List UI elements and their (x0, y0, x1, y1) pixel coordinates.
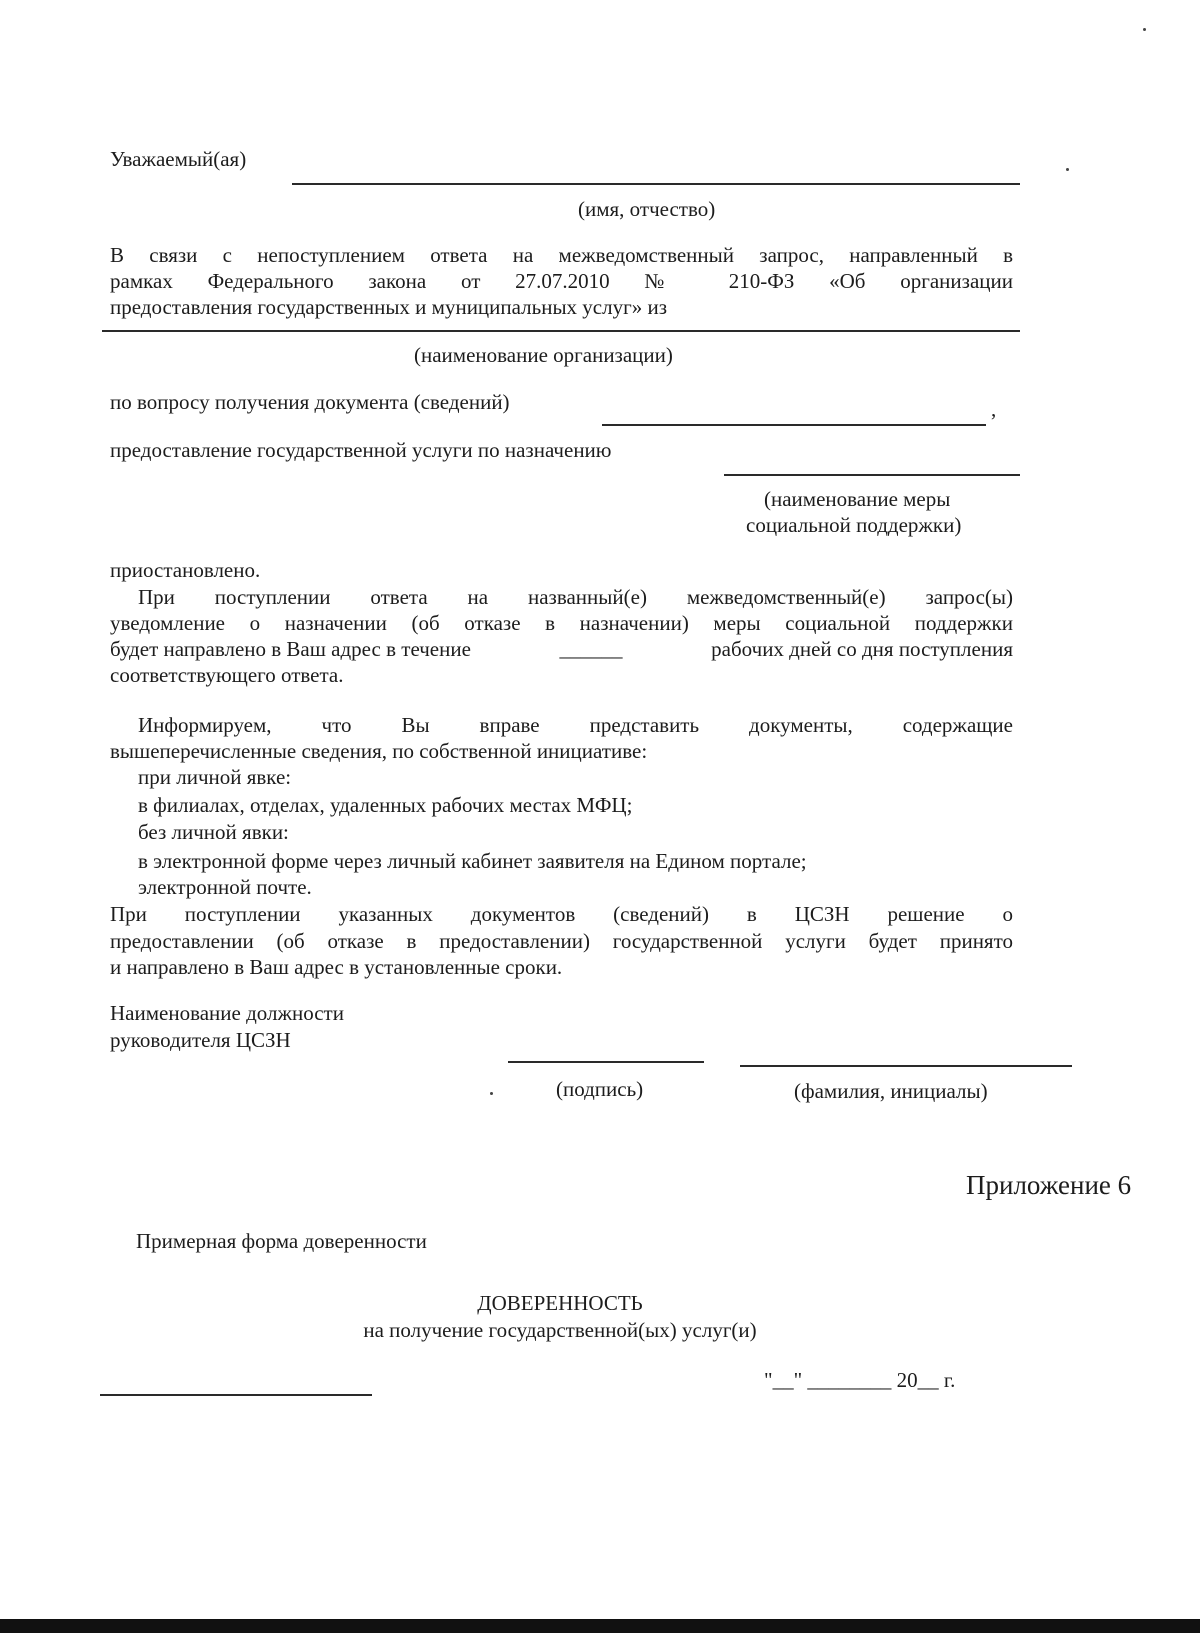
paragraph-1-line-3: предоставления государственных и муниципальных услуг» из (110, 295, 668, 319)
measure-field-line[interactable] (724, 474, 1020, 476)
paragraph-2-line-3-start: будет направлено в Ваш адрес в течение (110, 637, 471, 661)
surname-field-line[interactable] (740, 1065, 1072, 1067)
paragraph-2-line-2: уведомление о назначении (об отказе в назначении) меры социальной поддержки (110, 611, 1013, 635)
signature-field-line[interactable] (508, 1061, 704, 1063)
document-title: ДОВЕРЕННОСТЬ (477, 1291, 643, 1315)
list-item-remote: без личной явки: (138, 820, 289, 844)
list-item-email: электронной почте. (138, 875, 312, 899)
list-item-in-person: при личной явке: (138, 765, 292, 789)
measure-caption-line-1: (наименование меры (764, 487, 951, 511)
scan-bottom-edge (0, 1619, 1200, 1633)
organization-field-line[interactable] (102, 330, 1020, 332)
date-field[interactable]: "__" ________ 20__ г. (764, 1368, 956, 1392)
document-field-line[interactable] (602, 424, 986, 426)
scan-speck (1066, 168, 1069, 171)
salutation: Уважаемый(ая) (110, 147, 247, 171)
form-title: Примерная форма доверенности (136, 1229, 427, 1253)
position-title-line-2: руководителя ЦСЗН (110, 1028, 291, 1052)
signature-caption: (подпись) (556, 1077, 644, 1101)
paragraph-1-line-1: В связи с непоступлением ответа на межведомственный запрос, направленный в (110, 243, 1013, 267)
working-days-blank[interactable]: ______ (559, 637, 623, 661)
paragraph-4-line-3: и направлено в Ваш адрес в установленные сроки. (110, 955, 563, 979)
organization-caption: (наименование организации) (414, 343, 673, 367)
service-text: предоставление государственной услуги по назначению (110, 438, 612, 462)
paragraph-4-line-1: При поступлении указанных документов (сведений) в ЦСЗН решение о (110, 902, 1013, 926)
suspended-text: приостановлено. (110, 558, 261, 582)
surname-caption: (фамилия, инициалы) (794, 1079, 988, 1103)
list-item-mfc: в филиалах, отделах, удаленных рабочих местах МФЦ; (138, 793, 633, 817)
list-item-portal: в электронной форме через личный кабинет заявителя на Едином портале; (138, 849, 807, 873)
position-title-line-1: Наименование должности (110, 1001, 344, 1025)
name-field-line[interactable] (292, 183, 1020, 185)
measure-caption-line-2: социальной поддержки) (746, 513, 962, 537)
paragraph-1-line-2: рамках Федерального закона от 27.07.2010 № 210-ФЗ «Об организации (110, 269, 1013, 293)
paragraph-4-line-2: предоставлении (об отказе в предоставлении) государственной услуги будет принято (110, 929, 1013, 953)
paragraph-2-line-1: При поступлении ответа на названный(е) межведомственный(е) запрос(ы) (138, 585, 1013, 609)
name-caption: (имя, отчество) (578, 197, 716, 221)
paragraph-2-line-3-end: рабочих дней со дня поступления (711, 637, 1013, 661)
appendix-label: Приложение 6 (966, 1170, 1132, 1200)
paragraph-2-line-4: соответствующего ответа. (110, 663, 344, 687)
document-subtitle: на получение государственной(ых) услуг(и) (363, 1318, 757, 1342)
issue-place-field-line[interactable] (100, 1394, 372, 1396)
paragraph-2-line-3 (110, 636, 1013, 663)
paragraph-3-line-1: Информируем, что Вы вправе представить документы, содержащие (138, 713, 1013, 737)
scan-speck (1143, 28, 1146, 31)
scan-speck (490, 1092, 493, 1095)
paragraph-3-line-2: вышеперечисленные сведения, по собственной инициативе: (110, 739, 648, 763)
document-question-text: по вопросу получения документа (сведений) (110, 390, 510, 414)
comma: , (991, 397, 997, 421)
